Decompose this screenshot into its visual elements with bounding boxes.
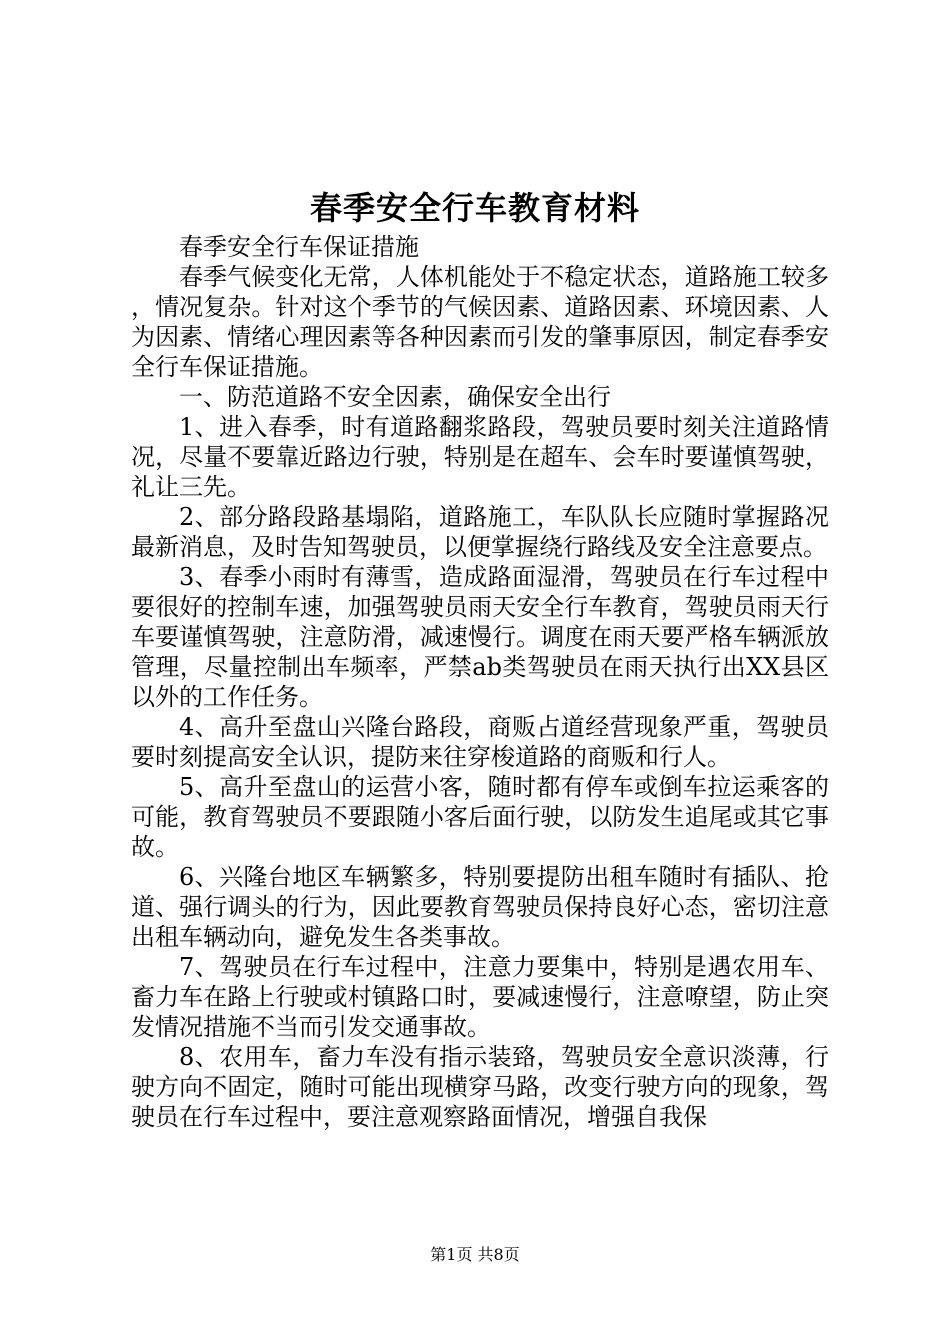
document-title: 春季安全行车教育材料 xyxy=(309,189,640,227)
page-footer: 第1页 共8页 xyxy=(430,1245,520,1264)
paragraph-intro: 春季气候变化无常，人体机能处于不稳定状态，道路施工较多，情况复杂。针对这个季节的气候因素、道路因素、环境因素、人为因素、情绪心理因素等各种因素而引发的肇事原因，制定春季安全行车保证措施。 xyxy=(131,263,829,381)
paragraph-item-4: 4、高升至盘山兴隆台路段，商贩占道经营现象严重，驾驶员要时刻提高安全认识，提防来往穿梭道路的商贩和行人。 xyxy=(131,713,829,771)
paragraph-item-3: 3、春季小雨时有薄雪，造成路面湿滑，驾驶员在行车过程中要很好的控制车速，加强驾驶员雨天安全行车教育，驾驶员雨天行车要谨慎驾驶，注意防滑，减速慢行。调度在雨天要严格车辆派放管理，尽量控制出车频率，严禁ab类驾驶员在雨天执行出XX县区以外的工作任务。 xyxy=(131,563,829,711)
section-heading-1: 一、防范道路不安全因素，确保安全出行 xyxy=(179,383,611,411)
paragraph-item-6: 6、兴隆台地区车辆繁多，特别要提防出租车随时有插队、抢道、强行调头的行为，因此要教育驾驶员保持良好心态，密切注意出租车辆动向，避免发生各类事故。 xyxy=(131,863,829,951)
paragraph-item-5: 5、高升至盘山的运营小客，随时都有停车或倒车拉运乘客的可能，教育驾驶员不要跟随小客后面行驶，以防发生追尾或其它事故。 xyxy=(131,773,829,861)
paragraph-item-8: 8、农用车，畜力车没有指示装臵，驾驶员安全意识淡薄，行驶方向不固定，随时可能出现横穿马路，改变行驶方向的现象，驾驶员在行车过程中，要注意观察路面情况，增强自我保 xyxy=(131,1043,829,1131)
paragraph-heading: 春季安全行车保证措施 xyxy=(179,233,419,261)
paragraph-item-7: 7、驾驶员在行车过程中，注意力要集中，特别是遇农用车、畜力车在路上行驶或村镇路口时，要减速慢行，注意嘹望，防止突发情况措施不当而引发交通事故。 xyxy=(131,953,829,1041)
paragraph-item-1: 1、进入春季，时有道路翻浆路段，驾驶员要时刻关注道路情况，尽量不要靠近路边行驶，特别是在超车、会车时要谨慎驾驶，礼让三先。 xyxy=(131,413,829,501)
document-body xyxy=(131,232,829,1132)
paragraph-item-2: 2、部分路段路基塌陷，道路施工，车队队长应随时掌握路况最新消息，及时告知驾驶员，以便掌握绕行路线及安全注意要点。 xyxy=(131,503,829,561)
